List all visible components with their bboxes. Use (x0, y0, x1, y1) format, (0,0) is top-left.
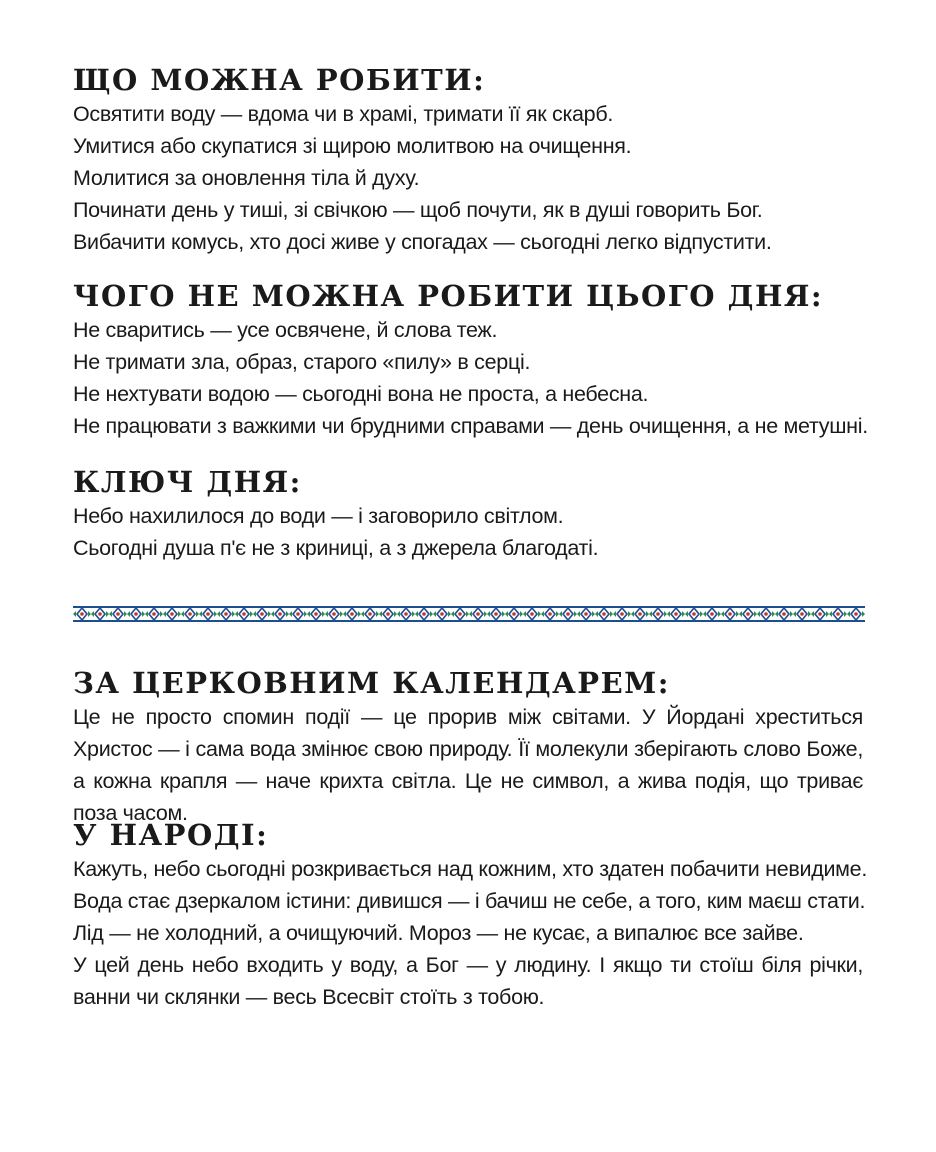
heading-church-calendar: ЗА ЦЕРКОВНИМ КАЛЕНДАРЕМ: (73, 666, 670, 700)
list-item: Не сваритись — усе освячене, й слова теж. (73, 318, 498, 342)
list-item: Умитися або скупатися зі щирою молитвою на очищення. (73, 134, 632, 158)
list-item: Кажуть, небо сьогодні розкривається над кожним, хто здатен побачити невидиме. (73, 857, 867, 881)
paragraph: Це не просто спомин події — це прорив між світами. У Йордані хреститься Христос — і сама вода змінює свою природу. Її молекули зберігають слово Боже, а кожна крапля — наче крихта світла. Це не символ, а жива подія, що триває поза часом. (73, 705, 863, 825)
heading-folk: У НАРОДІ: (73, 818, 269, 852)
section-folk (73, 817, 867, 1013)
list-item: Не тримати зла, образ, старого «пилу» в серці. (73, 350, 531, 374)
section-cannot-do (73, 278, 873, 442)
list-item: Починати день у тиші, зі свічкою — щоб почути, як в душі говорить Бог. (73, 198, 763, 222)
heading-cannot-do: ЧОГО НЕ МОЖНА РОБИТИ ЦЬОГО ДНЯ: (73, 279, 824, 313)
paragraph: У цей день небо входить у воду, а Бог — у людину. І якщо ти стоїш біля річки, ванни чи склянки — весь Всесвіт стоїть з тобою. (73, 953, 863, 1009)
heading-can-do: ЩО МОЖНА РОБИТИ: (73, 63, 486, 97)
list-item: Вода стає дзеркалом істини: дивишся — і бачиш не себе, а того, ким маєш стати. (73, 889, 866, 913)
section-key-of-day (73, 464, 873, 564)
section-can-do (73, 62, 873, 258)
embroidery-border-ornament-icon (73, 605, 865, 623)
list-item: Не нехтувати водою — сьогодні вона не проста, а небесна. (73, 382, 649, 406)
heading-key-of-day: КЛЮЧ ДНЯ: (73, 465, 302, 499)
list-item: Лід — не холодний, а очищуючий. Мороз — не кусає, а випалює все зайве. (73, 921, 804, 945)
document-body (73, 62, 873, 564)
list-item: Сьогодні душа п'є не з криниці, а з джерела благодаті. (73, 536, 599, 560)
section-church-calendar (73, 665, 863, 829)
list-item: Молитися за оновлення тіла й духу. (73, 166, 420, 190)
list-item: Не працювати з важкими чи брудними справами — день очищення, а не метушні. (73, 414, 868, 438)
list-item: Освятити воду — вдома чи в храмі, тримати її як скарб. (73, 102, 614, 126)
list-item: Небо нахилилося до води — і заговорило світлом. (73, 504, 564, 528)
list-item: Вибачити комусь, хто досі живе у спогадах — сьогодні легко відпустити. (73, 230, 772, 254)
